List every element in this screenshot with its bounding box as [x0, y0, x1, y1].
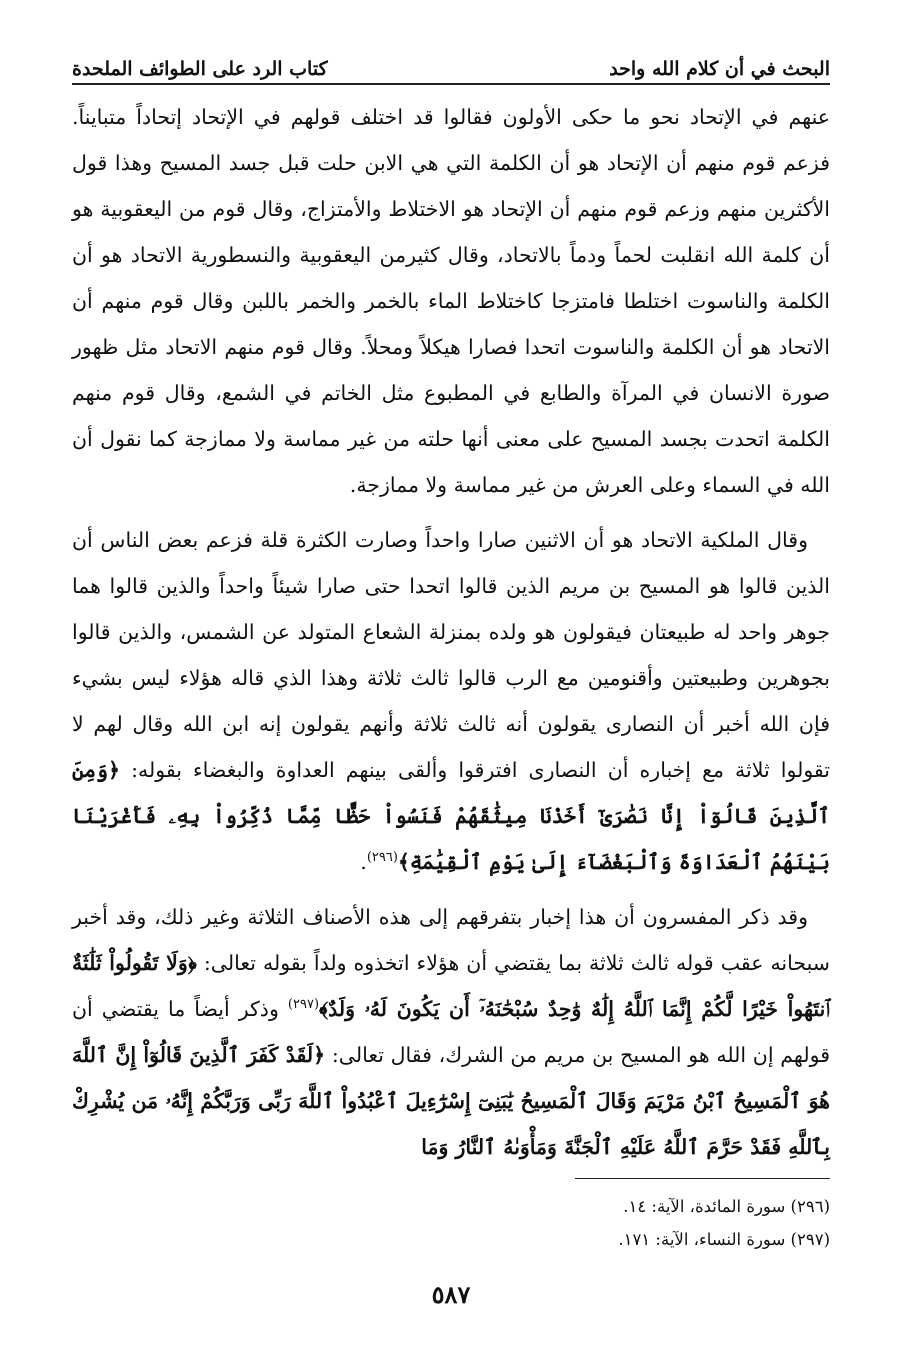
header-left-title: كتاب الرد على الطوائف الملحدة: [72, 58, 328, 80]
paragraph-2: وقال الملكية الاتحاد هو أن الاثنين صارا واحداً وصارت الكثرة قلة فزعم بعض الناس أن الذين قالوا هو المسيح بن مريم الذين قالوا اتحدا حتى صارا شيئاً واحداً والذين قالوا هما جوهر واحد له طبيعتان فيقولون هو ولده بمنزلة الشعاع المتولد عن الشمس، والذين قالوا بجوهرين وطبيعتين وأقنومين مع الرب قالوا ثالث ثلاثة وهذا الذي قاله هؤلاء ليس بشيء فإن الله أخبر أن النصارى يقولون أنه ثالث ثلاثة وأنهم يقولون إنه ابن الله وقال لهم لا تقولوا ثلاثة مع إخباره أن النصارى افترقوا وألقى بينهم العداوة والبغضاء بقوله: ﴿وَمِنَ ٱلَّذِينَ قَالُوٓاْ إِنَّا نَصَٰرَىٰٓ أَخَذْنَا مِيثَٰقَهُمْ فَنَسُواْ حَظًّا مِّمَّا ذُكِّرُواْ بِهِۦ فَأَغْرَيْنَا بَيْنَهُمُ ٱلْعَدَاوَةَ وَٱلْبَغْضَآءَ إِلَىٰ يَوْمِ ٱلْقِيَٰمَةِ﴾$^{(٢٩٦)}$.: [72, 528, 830, 874]
body-text: [72, 94, 830, 1170]
running-header: [72, 40, 830, 80]
header-rule: [72, 83, 830, 85]
paragraph-3-text-2: وذكر أيضاً ما يقتضي أن قولهم إن الله هو المسيح بن مريم من الشرك، فقال تعالى:: [72, 997, 830, 1067]
footnotes: [72, 1190, 830, 1256]
footnote-rule: [575, 1178, 830, 1179]
footnote-296: (٢٩٦) سورة المائدة، الآية: ١٤.: [623, 1197, 830, 1216]
paragraph-2-text: وقال الملكية الاتحاد هو أن الاثنين صارا واحداً وصارت الكثرة قلة فزعم بعض الناس أن الذين قالوا هو المسيح بن مريم الذين قالوا اتحدا حتى صارا شيئاً واحداً والذين قالوا هما جوهر واحد له طبيعتان فيقولون هو ولده بمنزلة الشعاع المتولد عن الشمس، والذين قالوا بجوهرين وطبيعتين وأقنومين مع الرب قالوا ثالث ثلاثة وهذا الذي قاله هؤلاء ليس بشيء فإن الله أخبر أن النصارى يقولون أنه ثالث ثلاثة وأنهم يقولون إنه ابن الله وقال لهم لا تقولوا ثلاثة مع إخباره أن النصارى افترقوا وألقى بينهم العداوة والبغضاء بقوله:: [72, 528, 830, 782]
footnote-297: (٢٩٧) سورة النساء، الآية: ١٧١.: [618, 1230, 830, 1249]
quran-verse-1: ﴿وَمِنَ ٱلَّذِينَ قَالُوٓاْ إِنَّا نَصَٰرَىٰٓ أَخَذْنَا مِيثَٰقَهُمْ فَنَسُواْ حَظًّا مِّمَّا ذُكِّرُواْ بِهِۦ فَأَغْرَيْنَا بَيْنَهُمُ ٱلْعَدَاوَةَ وَٱلْبَغْضَآءَ إِلَىٰ يَوْمِ ٱلْقِيَٰمَةِ﴾: [72, 758, 830, 874]
book-page: [72, 0, 830, 1351]
paragraph-1: عنهم في الإتحاد نحو ما حكى الأولون فقالوا قد اختلف قولهم في الإتحاد إتحاداً متبايناً. فزعم قوم منهم أن الإتحاد هو أن الكلمة التي هي الابن حلت قبل جسد المسيح وهذا قول الأكثرين منهم وزعم قوم منهم أن الإتحاد هو الاختلاط والأمتزاج، وقال قوم من اليعقوبية هو أن كلمة الله انقلبت لحماً ودماً بالاتحاد، وقال كثيرمن اليعقوبية والنسطورية الاتحاد هو أن الكلمة والناسوت اختلطا فامتزجا كاختلاط الماء بالخمر والخمر باللبن وقال قوم منهم أن الاتحاد هو أن الكلمة والناسوت اتحدا فصارا هيكلاً ومحلاً. وقال قوم منهم الاتحاد مثل ظهور صورة الانسان في المرآة والطابع في المطبوع مثل الخاتم في الشمع، وقال قوم منهم الكلمة اتحدت بجسد المسيح على معنى أنها حلته من غير مماسة ولا ممازجة كما نقول أن الله في السماء وعلى العرش من غير مماسة ولا ممازجة.: [72, 105, 830, 497]
paragraph-3-text-1: وقد ذكر المفسرون أن هذا إخبار بتفرقهم إلى هذه الأصناف الثلاثة وغير ذلك، وقد أخبر سبحانه عقب قوله ثالث ثلاثة بما يقتضي أن هؤلاء اتخذوه ولداً بقوله تعالى:: [72, 905, 830, 975]
footnote-ref-297: (٢٩٧): [287, 997, 320, 1013]
paragraph-3: [72, 894, 830, 1170]
quran-verse-3: ﴿لَقَدْ كَفَرَ ٱلَّذِينَ قَالُوٓاْ إِنَّ ٱللَّهَ هُوَ ٱلْمَسِيحُ ٱبْنُ مَرْيَمَ وَقَالَ ٱلْمَسِيحُ يَٰبَنِىٓ إِسْرَٰٓءِيلَ ٱعْبُدُواْ ٱللَّهَ رَبِّى وَرَبَّكُمْ إِنَّهُۥ مَن يُشْرِكْ بِٱللَّهِ فَقَدْ حَرَّمَ ٱللَّهُ عَلَيْهِ ٱلْجَنَّةَ وَمَأْوَىٰهُ ٱلنَّارُ وَمَا: [72, 1043, 830, 1159]
page-number: ٥٨٧: [431, 1280, 471, 1309]
header-right-title: البحث في أن كلام الله واحد: [609, 58, 830, 80]
footnote-ref-296: (٢٩٦): [366, 850, 398, 866]
quran-verse-2: ﴿وَلَا تَقُولُواْ ثَلَٰثَةٌ ٱنتَهُواْ خَيْرًا لَّكُمْ إِنَّمَا ٱللَّهُ إِلَٰهٌ وَٰحِدٌ سُبْحَٰنَهُۥٓ أَن يَكُونَ لَهُۥ وَلَدٌ﴾: [72, 951, 830, 1021]
